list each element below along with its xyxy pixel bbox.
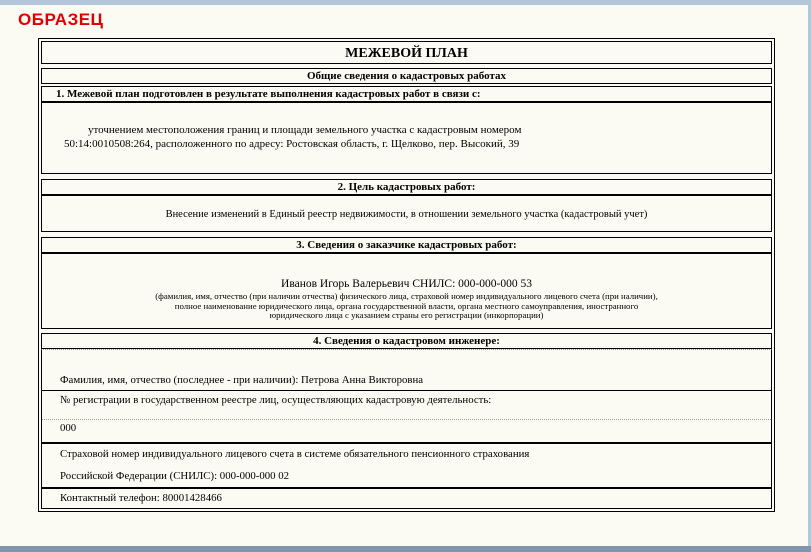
page-frame-top (0, 0, 811, 5)
engineer-fio: Фамилия, имя, отчество (последнее - при наличии): Петрова Анна Викторовна (60, 374, 424, 386)
section1-content-line2: 50:14:0010508:264, расположенного по адресу: Ростовская область, г. Щелково, пер. Высокий, 39 (64, 137, 520, 150)
boundary-plan-form (38, 38, 775, 512)
section1-header: 1. Межевой план подготовлен в результате выполнения кадастровых работ в связи с: (41, 86, 772, 102)
customer-note (42, 290, 771, 321)
section3-header: 3. Сведения о заказчике кадастровых работ: (41, 237, 772, 253)
engineer-snils-value: Российской Федерации (СНИЛС): 000-000-000 02 (60, 470, 290, 482)
engineer-phone: Контактный телефон: 80001428466 (42, 487, 771, 508)
general-info-header: Общие сведения о кадастровых работах (41, 68, 772, 84)
section4-header: 4. Сведения о кадастровом инженере: (41, 333, 772, 349)
customer-note-line2: полное наименование юридического лица, органа государственной власти, органа местного самоуправления, иностранного (174, 300, 639, 311)
engineer-snils-label: Страховой номер индивидуального лицевого счета в системе обязательного пенсионного страхования (60, 448, 530, 460)
engineer-registration-value: 000 (42, 419, 771, 442)
engineer-registration-label: № регистрации в государственном реестре лиц, осуществляющих кадастровую деятельность: (42, 390, 771, 419)
section2-content-text: Внесение изменений в Единый реестр недвижимости, в отношении земельного участка (кадастровый учет) (165, 209, 648, 220)
section1-content-line1: уточнением местоположения границ и площади земельного участка с кадастровым номером (88, 124, 522, 136)
section3-content (41, 253, 772, 329)
section1-content (41, 102, 772, 174)
customer-name: Иванов Игорь Валерьевич СНИЛС: 000-000-000 53 (281, 278, 532, 290)
document-title: МЕЖЕВОЙ ПЛАН (41, 41, 772, 64)
section2-content (41, 195, 772, 232)
customer-note-line1: (фамилия, имя, отчество (при наличии отчества) физического лица, страховой номер индивидуального лицевого счета (при наличии), (155, 291, 658, 301)
section2-header: 2. Цель кадастровых работ: (41, 179, 772, 195)
sample-watermark-label: ОБРАЗЕЦ (18, 10, 104, 29)
page-frame-bottom (0, 546, 811, 552)
customer-note-line3: юридического лица с указанием страны его регистрации (инкорпорации) (269, 310, 544, 321)
section4-content (41, 349, 772, 509)
engineer-snils-block (42, 442, 771, 487)
